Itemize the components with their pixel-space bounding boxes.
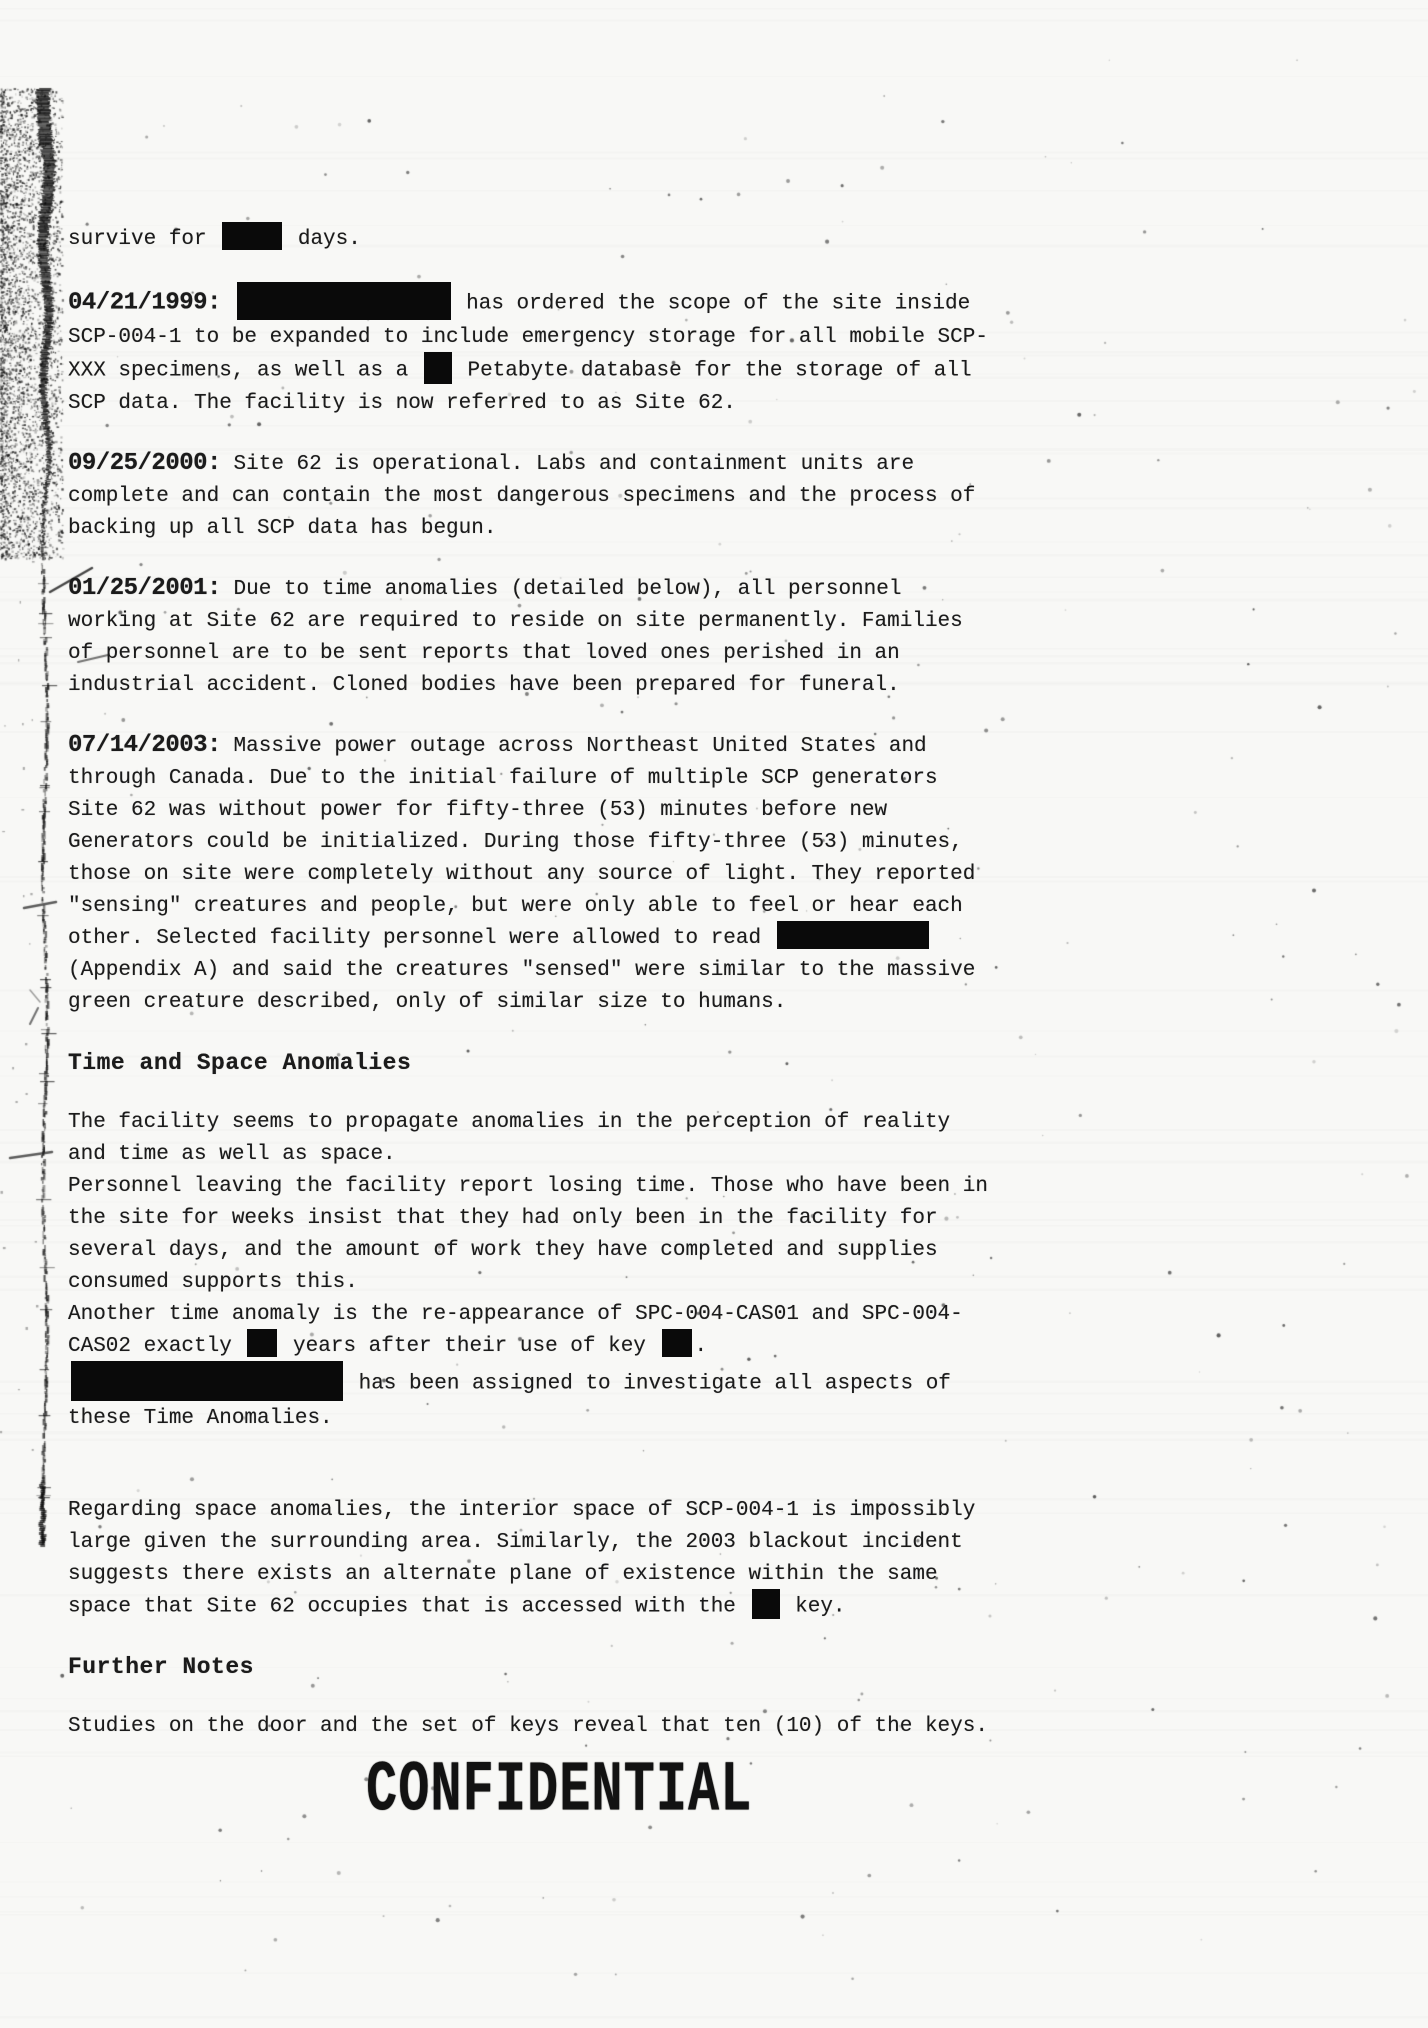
text-line: [68, 987, 1048, 1019]
date-label: 09/25/2000:: [68, 449, 221, 477]
text-line: [68, 891, 1048, 923]
text-run: and time as well as space.: [68, 1142, 396, 1166]
paragraph: [68, 573, 1048, 702]
text-line: [68, 638, 1048, 670]
text-line: [68, 1527, 1048, 1559]
text-run: space that Site 62 occupies that is accessed with the: [68, 1595, 749, 1619]
text-run: those on site were completely without any source of light. They reported: [68, 862, 976, 886]
text-run: "sensing" creatures and people, but were only able to feel or hear each: [68, 894, 963, 918]
text-run: other. Selected facility personnel were allowed to read: [68, 926, 774, 950]
text-run: has ordered the scope of the site inside: [453, 292, 971, 316]
text-run: SCP-004-1 to be expanded to include emergency storage for all mobile SCP-: [68, 326, 988, 349]
text-run: the site for weeks insist that they had only been in the facility for: [68, 1206, 938, 1230]
confidential-stamp: CONFIDENTIAL: [366, 1750, 753, 1832]
text-run: of personnel are to be sent reports that loved ones perished in an: [68, 641, 900, 665]
redaction-bar: [777, 921, 929, 949]
text-line: [68, 1139, 1048, 1171]
text-run: through Canada. Due to the initial failure of multiple SCP generators: [68, 766, 938, 790]
text-run: SCP data. The facility is now referred to as Site 62.: [68, 391, 736, 415]
paragraph: [68, 284, 1048, 420]
text-line: [68, 955, 1048, 987]
text-run: several days, and the amount of work they have completed and supplies: [68, 1238, 938, 1262]
date-label: 04/21/1999:: [68, 289, 221, 317]
text-run: Studies on the door and the set of keys reveal that ten (10) of the keys.: [68, 1715, 988, 1739]
text-run: green creature described, only of similar size to humans.: [68, 990, 787, 1014]
paragraph: [68, 730, 1048, 1019]
text-run: Regarding space anomalies, the interior space of SCP-004-1 is impossibly: [68, 1498, 976, 1522]
text-run: large given the surrounding area. Similarly, the 2003 blackout incident: [68, 1530, 963, 1554]
redaction-bar: [752, 1589, 780, 1619]
text-run: Personnel leaving the facility report losing time. Those who have been in: [68, 1174, 988, 1198]
text-line: [68, 388, 1048, 420]
text-run: Massive power outage across Northeast United States and: [220, 734, 927, 758]
text-line: [68, 1591, 1048, 1624]
text-line: [68, 284, 1048, 322]
text-line: [68, 1107, 1048, 1139]
paragraph: [68, 1495, 1048, 1624]
text-run: Petabyte database for the storage of all: [454, 359, 972, 383]
text-line: [68, 827, 1048, 859]
text-line: [68, 573, 1048, 606]
text-run: .: [694, 1334, 708, 1358]
text-line: [68, 513, 1048, 545]
paragraph: [68, 1711, 1048, 1743]
text-line: [68, 1495, 1048, 1527]
text-line: [68, 354, 1048, 388]
text-run: complete and can contain the most dangerous specimens and the process of: [68, 484, 976, 508]
text-run: survive for: [68, 228, 220, 251]
text-run: working at Site 62 are required to reside on site permanently. Families: [68, 609, 963, 633]
section-heading: Further Notes: [68, 1654, 254, 1681]
paragraph: [68, 224, 1048, 256]
section-heading: Time and Space Anomalies: [68, 1049, 412, 1076]
text-run: Due to time anomalies (detailed below), all personnel: [220, 577, 902, 601]
text-run: CAS02 exactly: [68, 1334, 245, 1358]
date-label: 07/14/2003:: [68, 731, 221, 759]
text-line: [68, 606, 1048, 638]
date-label: 01/25/2001:: [68, 574, 221, 602]
text-run: Another time anomaly is the re-appearance of SPC-004-CAS01 and SPC-004-: [68, 1302, 963, 1326]
text-line: [68, 1299, 1048, 1331]
text-line: [68, 923, 1048, 955]
text-run: industrial accident. Cloned bodies have been prepared for funeral.: [68, 673, 900, 697]
redaction-bar: [222, 222, 282, 250]
text-line: [68, 1267, 1048, 1299]
redaction-bar: [424, 352, 452, 384]
paragraph: [68, 448, 1048, 545]
paragraph: [68, 1107, 1048, 1435]
text-line: [68, 859, 1048, 891]
text-line: [68, 670, 1048, 702]
text-line: [68, 1559, 1048, 1591]
text-run: suggests there exists an alternate plane of existence within the same: [68, 1562, 938, 1586]
text-run: Generators could be initialized. During those fifty-three (53) minutes,: [68, 830, 963, 854]
text-line: [68, 1331, 1048, 1363]
text-run: Site 62 was without power for fifty-three (53) minutes before new: [68, 798, 888, 822]
text-line: [68, 1171, 1048, 1203]
text-run: backing up all SCP data has begun.: [68, 516, 497, 540]
redaction-bar: [71, 1361, 343, 1401]
text-run: XXX specimens, as well as a: [68, 359, 421, 383]
document-body: [68, 224, 1048, 1771]
text-run: [221, 293, 234, 316]
text-line: [68, 730, 1048, 763]
text-run: Site 62 is operational. Labs and containment units are: [220, 452, 915, 476]
text-line: [68, 481, 1048, 513]
text-run: The facility seems to propagate anomalies in the perception of reality: [68, 1110, 951, 1134]
text-line: [68, 1711, 1048, 1743]
text-line: [68, 224, 1048, 256]
text-run: consumed supports this.: [68, 1270, 358, 1294]
text-line: [68, 795, 1048, 827]
text-run: days.: [285, 228, 361, 251]
text-line: [68, 322, 1048, 354]
text-run: these Time Anomalies.: [68, 1406, 333, 1430]
redaction-bar: [247, 1329, 277, 1357]
text-line: [68, 1363, 1048, 1403]
text-line: [68, 1235, 1048, 1267]
text-run: has been assigned to investigate all aspects of: [346, 1372, 951, 1396]
text-line: [68, 1203, 1048, 1235]
text-line: [68, 448, 1048, 481]
text-line: [68, 763, 1048, 795]
text-line: [68, 1403, 1048, 1435]
text-run: key.: [782, 1595, 846, 1619]
redaction-bar: [237, 282, 451, 320]
text-run: years after their use of key: [280, 1334, 659, 1358]
text-run: (Appendix A) and said the creatures "sensed" were similar to the massive: [68, 958, 976, 982]
redaction-bar: [662, 1329, 692, 1357]
